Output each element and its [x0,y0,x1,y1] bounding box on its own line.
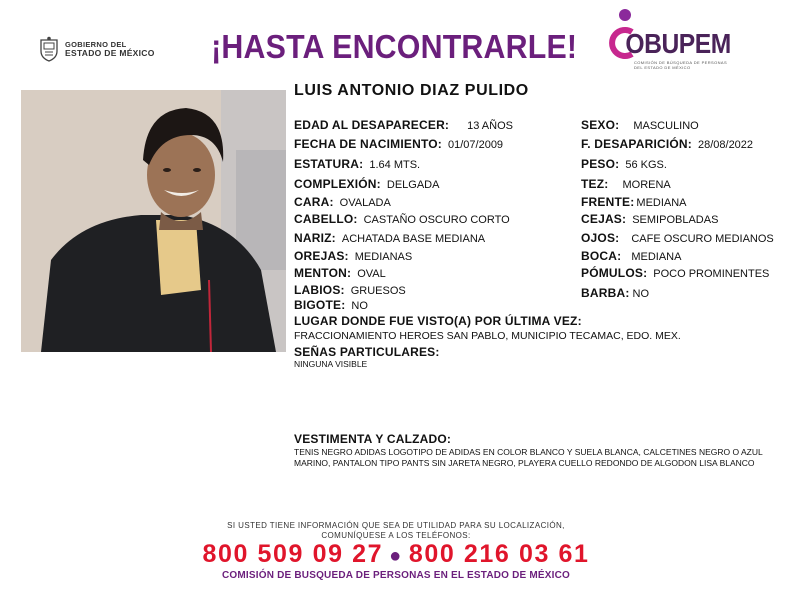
cobupem-sub-1: COMISIÓN DE BÚSQUEDA DE PERSONAS [634,60,728,65]
field-value: DELGADA [386,179,440,191]
field-value: OVAL [357,268,386,280]
field-value: 13 AÑOS [467,120,513,132]
field-label: TEZ: [581,177,609,191]
field-value: CASTAÑO OSCURO CORTO [363,214,510,226]
field-desaparicion [581,137,753,151]
field-label: MENTON: [294,266,352,280]
field-value: ACHATADA BASE MEDIANA [341,233,486,245]
last-seen-title: LUGAR DONDE FUE VISTO(A) POR ÚLTIMA VEZ: [294,314,582,328]
field-value: MEDIANAS [354,251,413,263]
gov-edomex-logo [38,34,158,64]
field-label: CABELLO: [294,212,358,226]
phone-numbers [0,540,792,569]
field-label: PESO: [581,157,620,171]
field-label: NARIZ: [294,231,336,245]
field-nariz [294,231,485,245]
field-label: F. DESAPARICIÓN: [581,137,692,151]
contact-info-1: SI USTED TIENE INFORMACIÓN QUE SEA DE UTILIDAD PARA SU LOCALIZACIÓN, [227,521,565,530]
field-label: OJOS: [581,231,620,245]
gov-line-1: GOBIERNO DEL [65,40,127,49]
cobupem-logo [604,6,744,70]
field-label: CEJAS: [581,212,627,226]
cobupem-wordmark [608,28,731,60]
field-estatura [294,157,420,171]
cobupem-name: OBUPEM [625,28,731,59]
phone-number-2[interactable]: 800 216 03 61 [408,540,590,568]
field-label: COMPLEXIÓN: [294,177,381,191]
field-value: 56 KGS. [625,159,667,171]
marks-text: NINGUNA VISIBLE [294,359,368,369]
field-frente [581,195,687,209]
field-tez [581,177,671,191]
field-value: 01/07/2009 [448,139,504,151]
phone-number-1[interactable]: 800 509 09 27 [202,540,384,568]
field-value: OVALADA [339,197,391,209]
field-barba [581,286,649,300]
field-value: CAFE OSCURO MEDIANOS [631,233,774,245]
headline: ¡HASTA ENCONTRARLE! [211,28,578,65]
field-label: FECHA DE NACIMIENTO: [294,137,442,151]
field-value: MASCULINO [633,120,699,132]
field-labios [294,283,406,297]
field-value: GRUESOS [350,285,406,297]
field-label: CARA: [294,195,334,209]
field-label: FRENTE: [581,195,635,209]
field-pomulos [581,266,769,280]
separator-dot-icon: ● [389,545,403,567]
field-nacimiento [294,137,503,151]
field-edad [294,118,513,132]
field-orejas [294,249,412,263]
field-value: POCO PROMINENTES [653,268,770,280]
field-value: 28/08/2022 [697,139,754,151]
field-boca [581,249,681,263]
field-peso [581,157,667,171]
clothing-text: TENIS NEGRO ADIDAS LOGOTIPO DE ADIDAS EN COLOR BLANCO Y SUELA BLANCA, CALCETINES NEGRO O AZUL MARINO, PANTALON TIPO PANTS SIN JARETA NEGRO, PLAYERA CUELLO REDONDO DE ALGODON LISA BLANCO [294,447,763,468]
field-label: ESTATURA: [294,157,364,171]
field-label: PÓMULOS: [581,266,648,280]
field-label: BARBA: [581,286,630,300]
state-seal-icon [38,36,60,62]
field-label: BIGOTE: [294,298,346,312]
marks-title: SEÑAS PARTICULARES: [294,345,440,359]
field-complexion [294,177,439,191]
field-label: EDAD AL DESAPARECER: [294,118,450,132]
portrait-photo-icon [21,90,286,352]
field-value: NO [632,288,650,300]
field-sexo [581,118,699,132]
field-menton [294,266,386,280]
field-value: MEDIANA [636,197,687,209]
field-cara [294,195,391,209]
cobupem-sub-2: DEL ESTADO DE MÉXICO [634,64,691,70]
field-cabello [294,212,510,226]
field-label: SEXO: [581,118,620,132]
field-value: MEDIANA [631,251,682,263]
field-cejas [581,212,718,226]
missing-person-photo [21,90,286,352]
field-ojos [581,231,774,245]
field-value: MORENA [622,179,671,191]
gov-text [65,40,155,58]
commission-name: COMISIÓN DE BUSQUEDA DE PERSONAS EN EL ESTADO DE MÉXICO [221,570,571,581]
field-bigote [294,298,368,312]
field-label: OREJAS: [294,249,349,263]
gov-line-2: ESTADO DE MÉXICO [65,48,155,58]
field-label: LABIOS: [294,283,345,297]
cobupem-subtitle [634,61,727,70]
field-value: NO [351,300,368,312]
field-label: BOCA: [581,249,622,263]
contact-info-2: COMUNÍQUESE A LOS TELÉFONOS: [321,531,471,540]
clothing-title: VESTIMENTA Y CALZADO: [294,432,452,446]
field-value: SEMIPOBLADAS [632,214,719,226]
field-value: 1.64 MTS. [369,159,421,171]
person-name: LUIS ANTONIO DIAZ PULIDO [294,82,529,99]
last-seen-text: FRACCIONAMIENTO HEROES SAN PABLO, MUNICIPIO TECAMAC, EDO. MEX. [294,330,681,342]
